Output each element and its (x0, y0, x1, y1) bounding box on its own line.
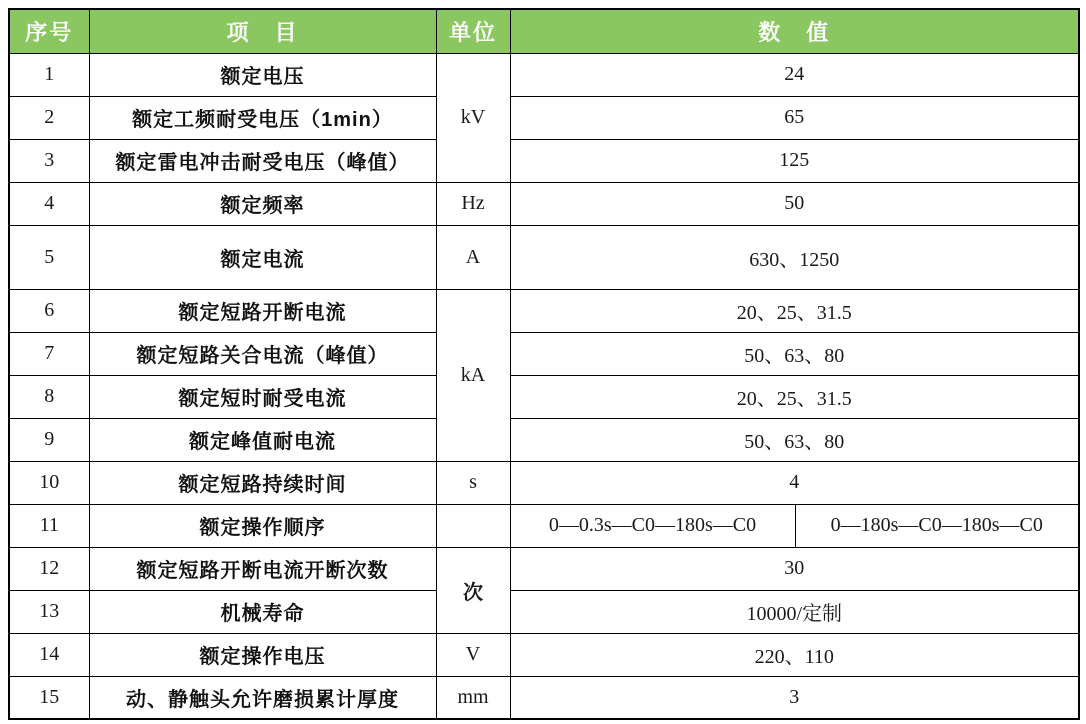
value-cell: 50、63、80 (510, 418, 1079, 461)
table-row (9, 332, 1079, 375)
seq-cell: 10 (9, 461, 89, 504)
value-cell: 65 (510, 96, 1079, 139)
item-cell: 额定短路持续时间 (89, 461, 436, 504)
seq-cell: 8 (9, 375, 89, 418)
item-cell: 额定短路开断电流 (89, 289, 436, 332)
item-cell: 额定电压 (89, 53, 436, 96)
table-row (9, 375, 1079, 418)
seq-cell: 11 (9, 504, 89, 547)
table-row (9, 504, 1079, 547)
item-cell: 额定操作电压 (89, 633, 436, 676)
table-row (9, 676, 1079, 719)
item-cell: 机械寿命 (89, 590, 436, 633)
value-cell: 30 (510, 547, 1079, 590)
seq-cell: 6 (9, 289, 89, 332)
seq-cell: 12 (9, 547, 89, 590)
spec-table (8, 8, 1080, 720)
unit-cell-a: A (436, 225, 510, 289)
value-cell: 220、110 (510, 633, 1079, 676)
value-cell: 630、1250 (510, 225, 1079, 289)
table-row (9, 418, 1079, 461)
seq-cell: 5 (9, 225, 89, 289)
unit-cell-v: V (436, 633, 510, 676)
item-cell: 额定电流 (89, 225, 436, 289)
table-row (9, 461, 1079, 504)
item-cell: 额定短路开断电流开断次数 (89, 547, 436, 590)
header-seq: 序号 (9, 9, 89, 53)
value-cell: 24 (510, 53, 1079, 96)
item-cell: 额定操作顺序 (89, 504, 436, 547)
header-item: 项 目 (89, 9, 436, 53)
table-row (9, 225, 1079, 289)
value-cell: 4 (510, 461, 1079, 504)
item-cell: 动、静触头允许磨损累计厚度 (89, 676, 436, 719)
seq-cell: 7 (9, 332, 89, 375)
value-cell-right: 0—180s—C0—180s—C0 (795, 504, 1079, 547)
item-cell: 额定工频耐受电压（1min） (89, 96, 436, 139)
seq-cell: 4 (9, 182, 89, 225)
table-row (9, 182, 1079, 225)
table-row (9, 289, 1079, 332)
value-cell-left: 0—0.3s—C0—180s—C0 (510, 504, 795, 547)
value-cell: 50 (510, 182, 1079, 225)
unit-cell-empty (436, 504, 510, 547)
seq-cell: 9 (9, 418, 89, 461)
header-value: 数 值 (510, 9, 1079, 53)
unit-cell-ci: 次 (436, 547, 510, 633)
table-row (9, 633, 1079, 676)
value-cell: 20、25、31.5 (510, 375, 1079, 418)
value-cell: 125 (510, 139, 1079, 182)
unit-cell-hz: Hz (436, 182, 510, 225)
table-row (9, 96, 1079, 139)
seq-cell: 13 (9, 590, 89, 633)
seq-cell: 14 (9, 633, 89, 676)
seq-cell: 3 (9, 139, 89, 182)
value-cell: 10000/定制 (510, 590, 1079, 633)
unit-cell-kv: kV (436, 53, 510, 182)
unit-cell-mm: mm (436, 676, 510, 719)
value-cell: 20、25、31.5 (510, 289, 1079, 332)
item-cell: 额定频率 (89, 182, 436, 225)
item-cell: 额定短时耐受电流 (89, 375, 436, 418)
seq-cell: 2 (9, 96, 89, 139)
item-cell: 额定短路关合电流（峰值） (89, 332, 436, 375)
value-cell: 50、63、80 (510, 332, 1079, 375)
seq-cell: 15 (9, 676, 89, 719)
item-cell: 额定雷电冲击耐受电压（峰值） (89, 139, 436, 182)
header-row (9, 9, 1079, 53)
unit-cell-ka: kA (436, 289, 510, 461)
table-row (9, 547, 1079, 590)
table-row (9, 590, 1079, 633)
seq-cell: 1 (9, 53, 89, 96)
table-row (9, 139, 1079, 182)
table-row (9, 53, 1079, 96)
value-cell: 3 (510, 676, 1079, 719)
unit-cell-s: s (436, 461, 510, 504)
item-cell: 额定峰值耐电流 (89, 418, 436, 461)
header-unit: 单位 (436, 9, 510, 53)
